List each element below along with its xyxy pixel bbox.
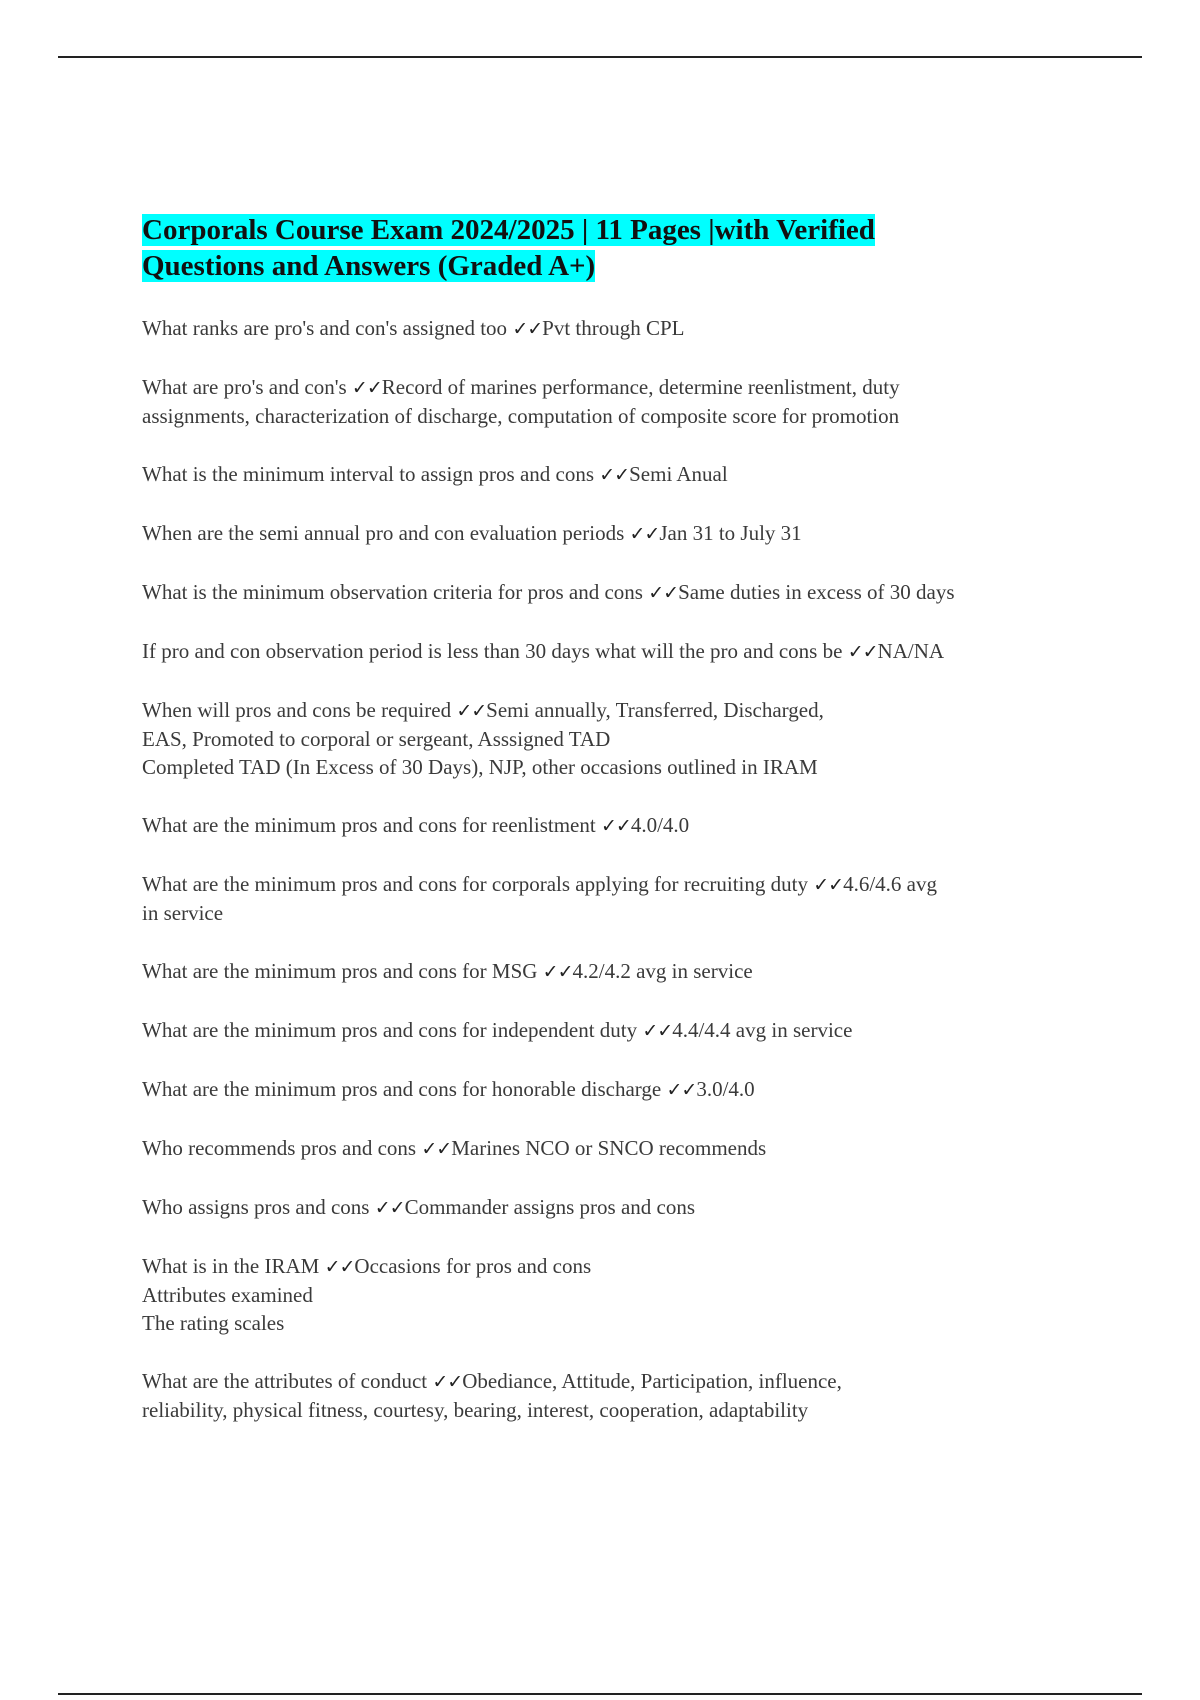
qa-item [142,1193,1092,1222]
answer-text: 4.4/4.4 avg in service [672,1018,853,1042]
answer-text: Attributes examined [142,1283,313,1307]
qa-item [142,460,1092,489]
question-text: What are the attributes of conduct [142,1369,428,1393]
qa-item [142,314,1092,343]
qa-line [142,1075,1092,1104]
double-check-icon: ✓✓ [600,815,631,837]
title-line-1: Corporals Course Exam 2024/2025 | 11 Pages |with Verified [142,214,875,246]
question-text: What ranks are pro's and con's assigned too [142,316,508,340]
question-text: What are the minimum pros and cons for MSG [142,959,538,983]
answer-text: Semi annually, Transferred, Discharged, [486,698,824,722]
question-text: Who recommends pros and cons [142,1136,417,1160]
bottom-rule [58,1693,1142,1695]
question-text: What are the minimum pros and cons for independent duty [142,1018,638,1042]
qa-line [142,957,1092,986]
title-line-2: Questions and Answers (Graded A+) [142,250,596,282]
double-check-icon: ✓✓ [666,1079,697,1101]
qa-line [142,899,1092,927]
qa-item [142,1016,1092,1045]
qa-line [142,696,1092,725]
double-check-icon: ✓✓ [599,464,630,486]
question-text: What is the minimum interval to assign pros and cons [142,462,595,486]
double-check-icon: ✓✓ [847,641,878,663]
answer-text: 4.0/4.0 [630,813,690,837]
double-check-icon: ✓✓ [324,1256,355,1278]
double-check-icon: ✓✓ [629,523,660,545]
answer-text: Semi Anual [629,462,728,486]
qa-line [142,402,1092,430]
double-check-icon: ✓✓ [813,874,844,896]
qa-line [142,519,1092,548]
qa-line [142,870,1092,899]
document-body [142,212,1092,1454]
question-text: What are the minimum pros and cons for honorable discharge [142,1077,662,1101]
answer-text: Pvt through CPL [542,316,685,340]
question-text: What are the minimum pros and cons for reenlistment [142,813,596,837]
qa-item [142,1367,1092,1424]
qa-item [142,870,1092,927]
qa-line [142,1281,1092,1309]
qa-line [142,314,1092,343]
qa-item [142,811,1092,840]
qa-line [142,1396,1092,1424]
question-text: When are the semi annual pro and con evaluation periods [142,521,625,545]
qa-line [142,373,1092,402]
qa-line [142,460,1092,489]
question-text: If pro and con observation period is less than 30 days what will the pro and cons be [142,639,843,663]
question-text: Who assigns pros and cons [142,1195,370,1219]
qa-item [142,1075,1092,1104]
answer-text: Commander assigns pros and cons [404,1195,696,1219]
qa-line [142,637,1092,666]
qa-item [142,519,1092,548]
top-rule [58,56,1142,58]
qa-line [142,1193,1092,1222]
qa-line [142,578,1092,607]
answer-text: The rating scales [142,1311,285,1335]
answer-text: assignments, characterization of discharge, computation of composite score for promotion [142,404,900,428]
qa-line [142,811,1092,840]
qa-line [142,753,1092,781]
double-check-icon: ✓✓ [542,961,573,983]
question-text: What are the minimum pros and cons for corporals applying for recruiting duty [142,872,808,896]
qa-line [142,1309,1092,1337]
question-text: What is in the IRAM [142,1254,320,1278]
double-check-icon: ✓✓ [374,1197,405,1219]
answer-text: EAS, Promoted to corporal or sergeant, Asssigned TAD [142,727,611,751]
answer-text: Marines NCO or SNCO recommends [451,1136,767,1160]
double-check-icon: ✓✓ [642,1020,673,1042]
qa-line [142,1134,1092,1163]
answer-text: reliability, physical fitness, courtesy, bearing, interest, cooperation, adaptability [142,1398,809,1422]
answer-text: Obediance, Attitude, Participation, influence, [462,1369,842,1393]
double-check-icon: ✓✓ [421,1138,452,1160]
qa-item [142,1252,1092,1337]
double-check-icon: ✓✓ [512,318,543,340]
qa-item [142,373,1092,430]
qa-line [142,1252,1092,1281]
qa-item [142,578,1092,607]
question-text: What is the minimum observation criteria for pros and cons [142,580,643,604]
question-text: When will pros and cons be required [142,698,452,722]
double-check-icon: ✓✓ [456,700,487,722]
qa-list [142,314,1092,1424]
answer-text: in service [142,901,224,925]
qa-line [142,1367,1092,1396]
answer-text: NA/NA [877,639,945,663]
qa-item [142,957,1092,986]
answer-text: Record of marines performance, determine reenlistment, duty [381,375,900,399]
answer-text: Occasions for pros and cons [354,1254,592,1278]
qa-line [142,1016,1092,1045]
qa-item [142,696,1092,781]
double-check-icon: ✓✓ [432,1371,463,1393]
qa-line [142,725,1092,753]
answer-text: Jan 31 to July 31 [659,521,802,545]
answer-text: 4.6/4.6 avg [843,872,937,896]
answer-text: 4.2/4.2 avg in service [572,959,753,983]
qa-item [142,1134,1092,1163]
question-text: What are pro's and con's [142,375,347,399]
answer-text: 3.0/4.0 [696,1077,755,1101]
double-check-icon: ✓✓ [648,582,679,604]
answer-text: Completed TAD (In Excess of 30 Days), NJP, other occasions outlined in IRAM [142,755,818,779]
document-title [142,212,1092,284]
qa-item [142,637,1092,666]
answer-text: Same duties in excess of 30 days [678,580,955,604]
double-check-icon: ✓✓ [351,377,382,399]
